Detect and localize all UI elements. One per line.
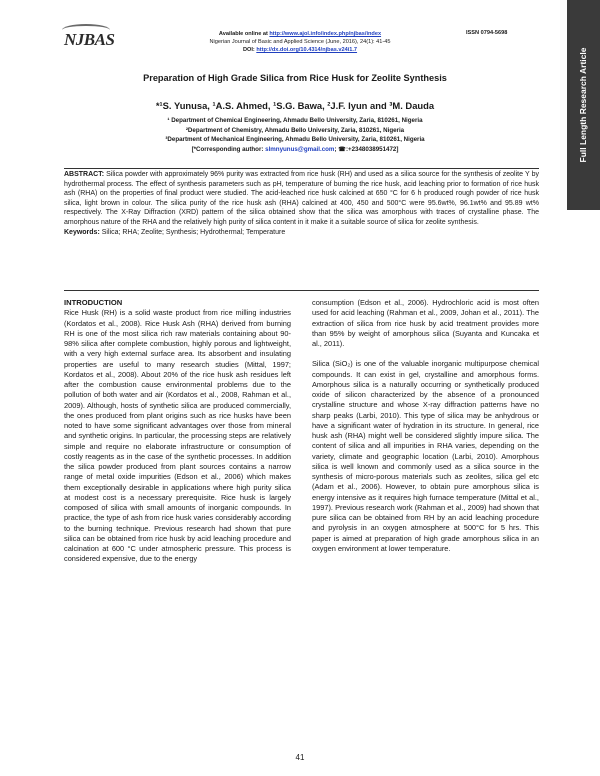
journal-logo — [64, 30, 115, 56]
corresponding-author: [*Corresponding author: slmnyunus@gmail.com; ☎:+2348038951472] — [191, 145, 399, 153]
page-number: 41 — [295, 753, 305, 762]
keywords-line — [64, 228, 539, 238]
affiliation-3: ³Department of Mechanical Engineering, Ahmadu Bello University, Zaria, 810261, Nigeria — [165, 136, 425, 143]
doi-link[interactable]: http://dx.doi.org/10.4314/njbas.v24i1.7 — [256, 47, 358, 53]
article-type-label: Full Length Research Article — [578, 47, 588, 163]
journal-header — [120, 30, 480, 54]
keywords-label: Keywords: — [64, 228, 100, 236]
affiliation-1: ¹ Department of Chemical Engineering, Ahmadu Bello University, Zaria, 810261, Nigeria — [167, 117, 423, 124]
logo-text: NJBAS — [64, 30, 115, 49]
article-type-sidebar — [567, 0, 600, 210]
abstract-block — [64, 170, 539, 237]
issn: ISSN 0794-5698 — [466, 30, 508, 36]
intro-paragraph-2: consumption (Edson et al., 2006). Hydrochloric acid is most often used for acid leaching (Rahman et al., 2009, Johan et al., 2011). The extraction of silica from rice husk by acid treatment provides more than 95% by weight of amorphous silica (Suyanta and Kuncaka et al., 2011). — [312, 298, 539, 348]
left-column — [64, 298, 291, 565]
abstract-paragraph — [64, 170, 539, 228]
affiliation-2: ²Department of Chemistry, Ahmadu Bello University, Zaria, 810261, Nigeria — [185, 126, 405, 134]
abstract-bottom-rule — [64, 290, 539, 291]
keywords-text: Silica; RHA; Zeolite; Synthesis; Hydrothermal; Temperature — [99, 228, 286, 236]
availability-line: Available online at http://www.ajol.info/index.php/njbas/index — [218, 31, 382, 37]
paper-title: Preparation of High Grade Silica from Rice Husk for Zeolite Synthesis — [143, 73, 447, 83]
journal-citation: Nigerian Journal of Basic and Applied Science (June, 2016), 24(1): 41-45 — [209, 39, 391, 45]
author-list: *¹S. Yunusa, ¹A.S. Ahmed, ¹S.G. Bawa, ²J.F. Iyun and ³M. Dauda — [155, 100, 435, 111]
abstract-top-rule — [64, 168, 539, 169]
abstract-text: Silica powder with approximately 96% purity was extracted from rice husk (RH) and used as a silica source for the synthesis of zeolite Y by hydrothermal process. The effect of synthesis parameters such as pH, temperature of burning the rice husk, acid leaching prior to formation of rice husk ash (RHA) on the properties of final product were studied. The acid-leached rice husk calcined at 650 °C for 6 h produced rough powder of rice husk silica, light brown in colour. The silica purity of the rice husk ash (RHA) calcined at 400, 450 and 500°C were 95.6wt%, 96.1wt% and 95.89 wt% respectively. The X-Ray Diffraction (XRD) pattern of the silica obtained show that the silica was amorphous with traces of crystalline phase. The amorphous nature of the RHA and the relatively high purity of silica content in it make it a suitable source of silica for zeolite synthesis. — [64, 171, 539, 226]
intro-paragraph-3: Silica (SiO₂) is one of the valuable inorganic multipurpose chemical compounds. It can exist in gel, crystalline and amorphous forms. Amorphous silica is a naturally occurring or synthetically produced oxide of silicon characterized by the absence of a pronounced crystalline structure and whose X-ray diffraction patterns have no sharp peaks (Larbi, 2010). This type of silica may be anhydrous or have a significant water of hydration in its structure. In general, rice husk ash (RHA) might well be considered slightly impure silica. The content of silica and all impurities in RHA varies, depending on the variety, climate and geographic location (Larbi, 2010). Amorphous silica is well known and commonly used as a silica source in the synthesis of micro-porous materials such as zeolites, silica gel etc (Adam et al., 2006). However, to obtain pure amorphous silica is energy intensive as it requires high furnace temperature (Mittal et al., 1997). Previous research work (Rahman et al., 2009) had shown that pure silica can be obtained from RH by an acid leaching procedure and pyrolysis in an oxygen atmosphere at 500°C for 5 hrs. This paper is aimed at preparation of high grade amorphous silica in an oxygen environment at lower temperature. — [312, 359, 539, 553]
abstract-label: ABSTRACT: — [64, 171, 105, 178]
journal-url-link[interactable]: http://www.ajol.info/index.php/njbas/index — [269, 31, 382, 37]
section-heading-introduction: INTRODUCTION — [64, 298, 123, 307]
intro-paragraph-1: Rice Husk (RH) is a solid waste product from rice milling industries (Kordatos et al., 2008). Rice Husk Ash (RHA) derived from burning RH is one of the most silica rich raw materials containing about 90-98% silica after complete combustion, highly porous and lightweight, with a very high external surface area. Its absorbent and insulating properties are useful to many research studies (Mittal, 1997; Kordatos et al., 2008). About 20% of the rice husk ash residues left after the combustion cause environmental problems due to the pollution of both water and air (Kordatos et al., 2008, Rahman et al., 2009). Although, hosts of synthetic silica are produced commercially, the ones produced from plant origins such as rice husks have been noted to have some significant advantages over those from mineral and synthetic origins. In particular, the processing steps are relatively simple and require no elaborate infrastructure or consumption of costly reagents as in the case of the synthetic processes. In addition the silica powder produced from plant sources contains a narrow range of metal oxide impurities (Edson et al., 2006) which makes them exceptionally desirable in applications where high purity silica at modest cost is a necessary prerequisite. Rice husk is largely composed of silica with small amounts of inorganic compounds. In practice, the type of ash from rice husk varies considerably according to the burning technique. Previous research had shown that pure silica can be obtained from rice husk by acid leaching procedure and calcination at 600 °C under atmospheric pressure. This process is considered expensive, due to the energy — [64, 308, 291, 564]
affiliations — [60, 116, 530, 154]
right-column — [312, 298, 539, 554]
doi-line: DOI: http://dx.doi.org/10.4314/njbas.v24i1.7 — [242, 47, 358, 53]
corresponding-email-link[interactable]: slmnyunus@gmail.com — [265, 145, 335, 153]
logo-swoosh — [62, 24, 110, 36]
